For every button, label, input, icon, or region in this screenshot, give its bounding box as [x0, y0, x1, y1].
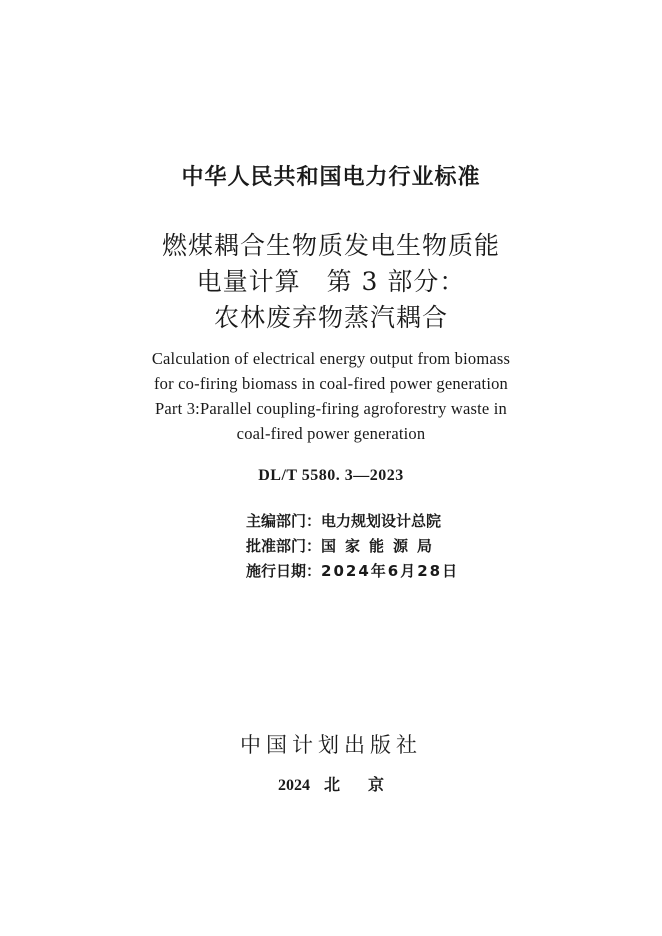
editor-row: [246, 509, 459, 534]
standard-number: DL/T 5580. 3—2023: [258, 467, 404, 484]
publication-info: [246, 509, 459, 584]
approver-value: 国家能源局: [321, 537, 442, 555]
editor-label: 主编部门：: [246, 512, 322, 530]
publication-year-city: [0, 772, 662, 795]
publication-city-part-2: 京: [368, 777, 385, 794]
chinese-title-line-2: 电量计算 第 3 部分：: [196, 267, 466, 296]
english-title-line-2: for co-firing biomass in coal-fired power generation: [153, 374, 509, 393]
approver-row: [246, 534, 459, 559]
publication-year: 2024: [277, 777, 310, 794]
chinese-title-line-1: 燃煤耦合生物质发电生物质能: [161, 231, 500, 260]
editor-value: 电力规划设计总院: [321, 512, 442, 530]
approver-label: 批准部门：: [246, 537, 322, 555]
english-title-line-4: coal-fired power generation: [236, 424, 426, 443]
publisher: 中国计划出版社: [240, 733, 422, 757]
english-title-line-3: Part 3:Parallel coupling-firing agroforestry waste in: [155, 399, 507, 418]
chinese-title-line-3: 农林废弃物蒸汽耦合: [213, 303, 448, 332]
effective-date-value: 2024年6月28日: [321, 562, 460, 580]
effective-date-row: [246, 559, 459, 584]
standard-category: 中华人民共和国电力行业标准: [181, 165, 481, 190]
publication-city-part-1: 北: [323, 777, 340, 794]
effective-date-label: 施行日期：: [246, 562, 322, 580]
english-title-line-1: Calculation of electrical energy output from biomass: [151, 349, 511, 368]
